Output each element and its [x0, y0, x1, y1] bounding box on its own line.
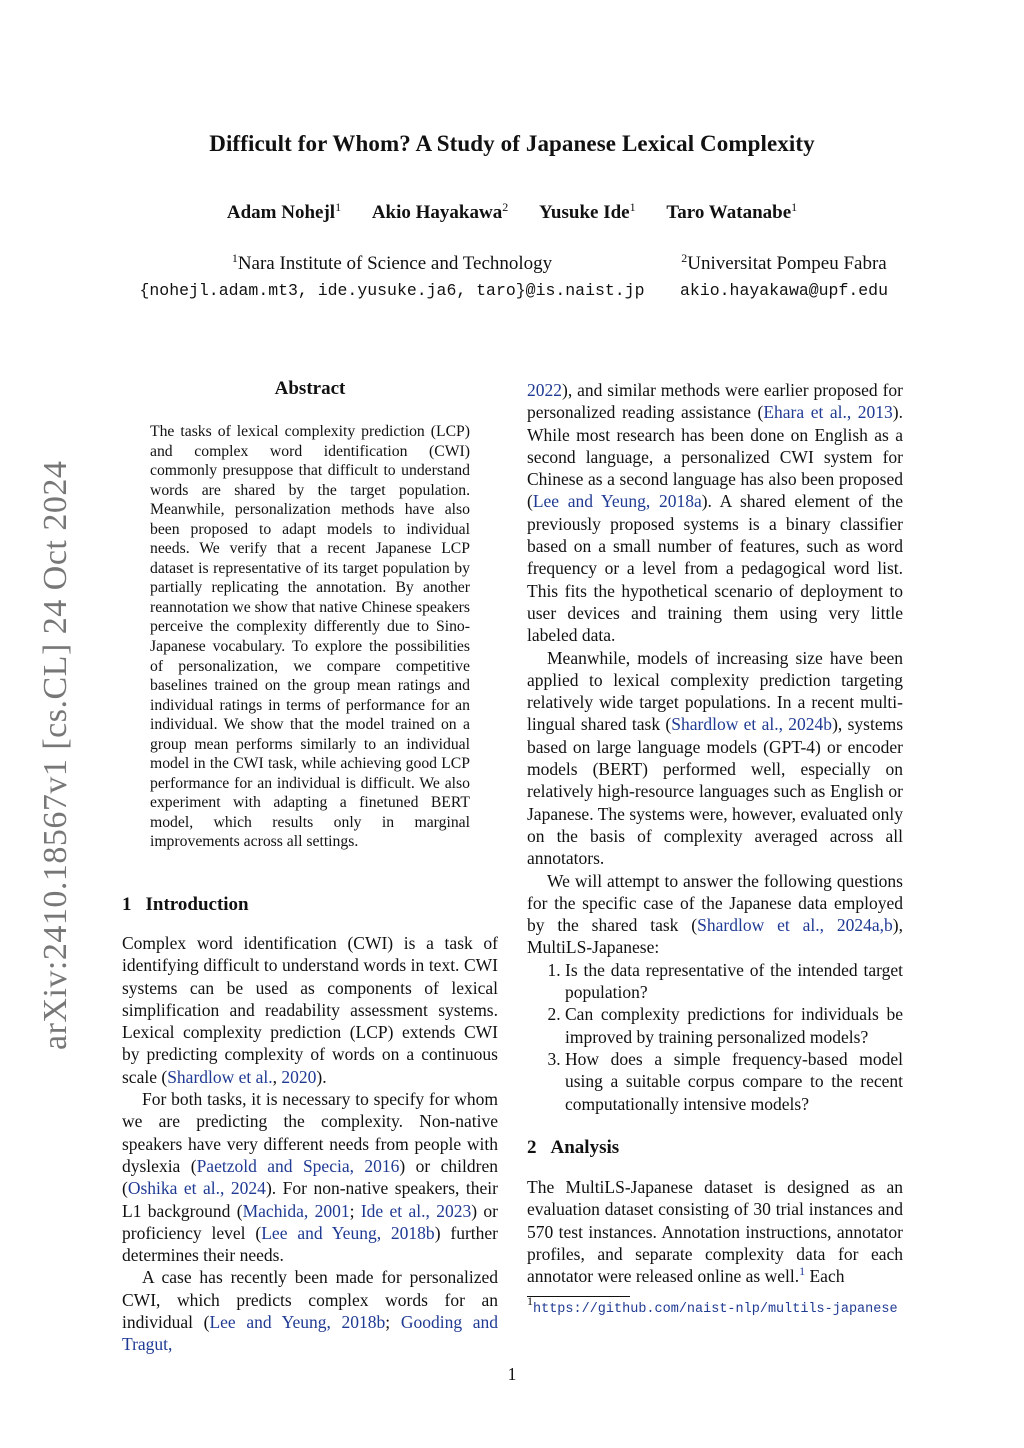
author: Akio Hayakawa$^2$ — [371, 200, 509, 223]
citation-link[interactable]: Lee and Yeung, 2018a — [532, 491, 702, 512]
citation-link[interactable]: Oshika et al., 2024 — [127, 1178, 266, 1199]
arxiv-identifier: arXiv:2410.18567v1 [cs.CL] 24 Oct 2024 — [37, 460, 74, 1050]
abstract-heading: Abstract — [274, 378, 346, 399]
section-1-heading: 1 Introduction — [122, 894, 249, 915]
footnote-rule — [527, 1296, 630, 1297]
citation-link[interactable]: Ehara et al., 2013 — [763, 402, 893, 423]
paragraph: 2022), and similar methods were earlier proposed for personalized reading assistance (Ehara et al., 2013). While most research has been done on English as a second language, a personalized CWI system for Chinese as a second language has also been proposed (Lee and Yeung, 2018a). A shared element of the previously proposed systems is a binary classifier based on a small number of features, such as word frequency or a level from a pedagogical word list. This fits the hypothetical scenario of deployment to user devices and training them using very little labeled data. — [527, 380, 904, 646]
author-list — [0, 202, 1024, 224]
abstract-text: The tasks of lexical complexity prediction (LCP) and complex word identification (CWI) commonly presuppose that difficult to understand words are shared by the target population. Meanwhile, personalization methods have also been proposed to adapt models to individual needs. We verify that a recent Japanese LCP dataset is representative of its target population by partially replicating the annotation. By another reannotation we show that native Chinese speakers perceive the complexity differently due to Sino-Japanese vocabulary. To explore the possibilities of personalization, we compare competitive baselines trained on the group mean ratings and individual ratings in terms of performance for an individual. We show that the model trained on a group mean performs similarly to an individual model in the CWI task, while achieving good LCP performance for an individual is difficult. We also experiment with adapting a finetuned BERT model, which results only in marginal improvements across all settings. — [150, 423, 470, 851]
analysis-body — [527, 1176, 903, 1287]
paragraph: For both tasks, it is necessary to specify for whom we are predicting the complexity. Non-native speakers have very different needs from people with dyslexia (Paetzold and Specia, 2016) or children (Oshika et al., 2024). For non-native speakers, their L1 background (Machida, 2001; Ide et al., 2023) or proficiency level (Lee and Yeung, 2018b) further determines their needs. — [122, 1089, 499, 1266]
citation-link[interactable]: Lee and Yeung, 2018b — [261, 1222, 435, 1243]
list-item: 1. Is the data representative of the intended target population? — [565, 959, 903, 1004]
author: Taro Watanabe$^1$ — [666, 200, 798, 223]
citation-link[interactable]: Shardlow et al., 2024b — [671, 714, 833, 735]
affiliation-1-email: {nohejl.adam.mt3, ide.yusuke.ja6, taro}@is.naist.jp — [139, 281, 645, 300]
author: Yusuke Ide$^1$ — [538, 200, 636, 223]
citation-link[interactable]: Machida, 2001 — [242, 1200, 350, 1221]
paragraph: A case has recently been made for personalized CWI, which predicts complex words for an individual (Lee and Yeung, 2018b; Gooding and Tragut, — [122, 1267, 498, 1355]
citation-link[interactable]: Shardlow et al. — [167, 1066, 273, 1087]
footnote-marker[interactable]: 1 — [799, 1264, 806, 1279]
paragraph: We will attempt to answer the following questions for the specific case of the Japanese data employed by the shared task (Shardlow et al., 2024a,b), MultiLS-Japanese: — [527, 870, 903, 958]
list-item: 2. Can complexity predictions for individuals be improved by training personalized models? — [565, 1003, 903, 1048]
list-item: 3. How does a simple frequency-based model using a suitable corpus compare to the recent computationally intensive models? — [565, 1048, 903, 1115]
paragraph: Meanwhile, models of increasing size have been applied to lexical complexity prediction targeting relatively wide target populations. In a recent multi-lingual shared task (Shardlow et al., 2024b), systems based on large language models (GPT-4) or encoder models (BERT) performed well, especially on relatively high-resource languages such as English or Japanese. The systems were, however, evaluated only on the basis of complexity averaged across all annotators. — [527, 647, 904, 869]
research-questions — [527, 959, 903, 1115]
paragraph: The MultiLS-Japanese dataset is designed as an evaluation dataset consisting of 30 trial instances and 570 test instances. Annotation instructions, annotator profiles, and separate complexity data for each annotator were released online as well.$^1$ Each — [527, 1177, 903, 1287]
paragraph: Complex word identification (CWI) is a task of identifying difficult to understand words in text. CWI systems can be used as components of lexical simplification and readability assessment systems. Lexical complexity prediction (LCP) extends CWI by predicting complexity of words on a continuous scale (Shardlow et al., 2020). — [122, 933, 498, 1087]
right-column-body — [527, 379, 903, 1115]
citation-link[interactable]: Ide et al., 2023 — [360, 1200, 472, 1221]
citation-link[interactable]: 2020 — [281, 1066, 317, 1087]
page-number: 1 — [507, 1364, 517, 1384]
affiliation-1: $^1$Nara Institute of Science and Technology — [231, 251, 553, 274]
paper-title: Difficult for Whom? A Study of Japanese Lexical Complexity — [209, 131, 815, 156]
section-2-heading: 2 Analysis — [527, 1137, 620, 1158]
footnote: $^1$https://github.com/naist-nlp/multils-japanese — [527, 1294, 898, 1317]
introduction-body — [122, 932, 498, 1356]
citation-link[interactable]: 2022 — [527, 380, 562, 400]
affiliation-2-email: akio.hayakawa@upf.edu — [680, 281, 888, 300]
footnote-url-link[interactable]: https://github.com/naist-nlp/multils-japanese — [533, 1302, 898, 1317]
citation-link[interactable]: Gooding and Tragut, — [122, 1312, 498, 1355]
citation-link[interactable]: Lee and Yeung, 2018b — [209, 1312, 386, 1333]
citation-link[interactable]: Paetzold and Specia, 2016 — [196, 1155, 400, 1176]
author: Adam Nohejl$^1$ — [226, 200, 342, 223]
citation-link[interactable]: Shardlow et al., 2024a,b — [697, 915, 893, 936]
affiliation-2: $^2$Universitat Pompeu Fabra — [681, 251, 887, 274]
